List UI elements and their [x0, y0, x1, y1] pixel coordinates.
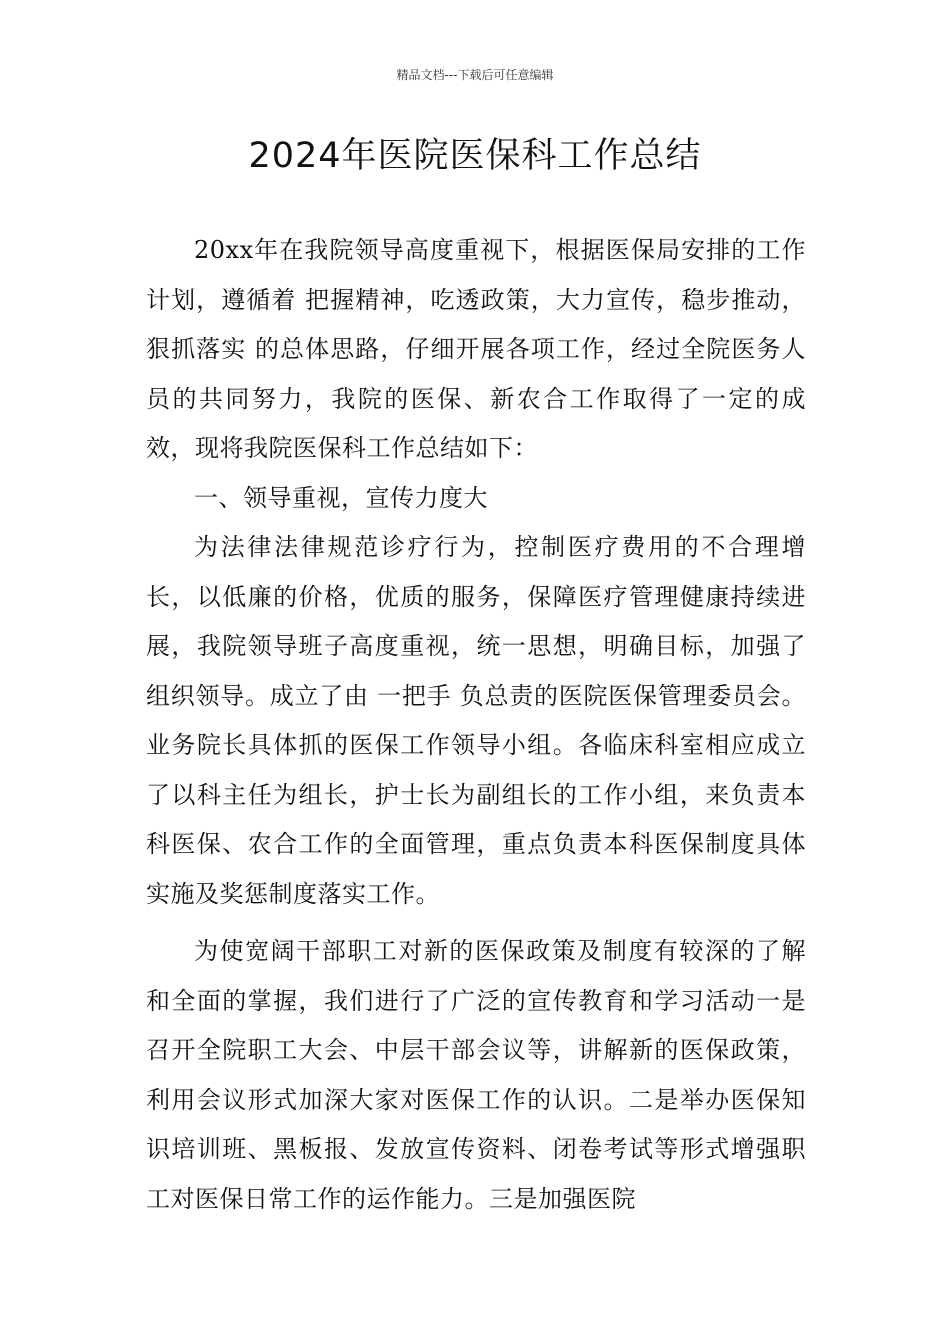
header-note: 精品文档---下载后可任意编辑 [396, 68, 554, 82]
document-body [146, 226, 806, 1224]
paragraph-intro: 20xx年在我院领导高度重视下，根据医保局安排的工作计划，遵循着 把握精神，吃透政策，大力宣传，稳步推动，狠抓落实 的总体思路，仔细开展各项工作，经过全院医务人员的共同努力，我院的医保、新农合工作取得了一定的成效，现将我院医保科工作总结如下： [146, 236, 806, 462]
paragraph-gap [146, 919, 806, 927]
document-title: 2024年医院医保科工作总结 [248, 136, 702, 176]
paragraph-organization: 为法律法律规范诊疗行为，控制医疗费用的不合理增长，以低廉的价格，优质的服务，保障医疗管理健康持续进展，我院领导班子高度重视，统一思想，明确目标，加强了组织领导。成立了由 一把手 负总责的医院医保管理委员会。业务院长具体抓的医保工作领导小组。各临床科室相应成立了以科主任为组长，护士长为副组长的工作小组，来负责本科医保、农合工作的全面管理，重点负责本科医保制度具体实施及奖惩制度落实工作。 [146, 533, 806, 908]
paragraph-publicity: 为使宽阔干部职工对新的医保政策及制度有较深的了解和全面的掌握，我们进行了广泛的宣传教育和学习活动一是召开全院职工大会、中层干部会议等，讲解新的医保政策，利用会议形式加深大家对医保工作的认识。二是举办医保知识培训班、黑板报、发放宣传资料、闭卷考试等形式增强职工对医保日常工作的运作能力。三是加强医院 [146, 937, 806, 1213]
section-heading-1: 一、领导重视，宣传力度大 [194, 483, 488, 512]
